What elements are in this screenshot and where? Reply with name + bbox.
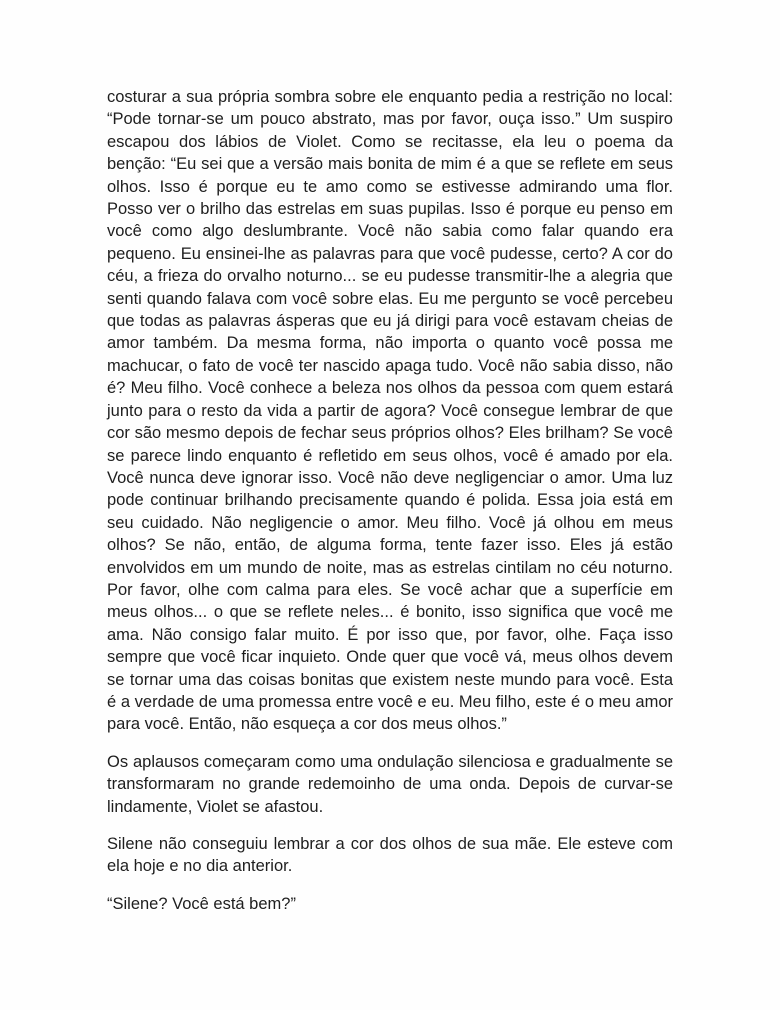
- paragraph-silene-memory: Silene não conseguiu lembrar a cor dos olhos de sua mãe. Ele esteve com ela hoje e no dia anterior.: [107, 835, 673, 876]
- paragraph-dialogue-question: “Silene? Você está bem?”: [107, 894, 296, 913]
- paragraph-applause: Os aplausos começaram como uma ondulação silenciosa e gradualmente se transformaram no grande redemoinho de uma onda. Depois de curvar-se lindamente, Violet se afastou.: [107, 752, 673, 816]
- text-column: [107, 86, 673, 915]
- paragraph-blessing-poem: costurar a sua própria sombra sobre ele enquanto pedia a restrição no local: “Pode tornar-se um pouco abstrato, mas por favor, ouça isso.” Um suspiro escapou dos lábios de Violet. Como se recitasse, ela leu o poema da benção: “Eu sei que a versão mais bonita de mim é a que se reflete em seus olhos. Isso é porque eu te amo como se estivesse admirando uma flor. Posso ver o brilho das estrelas em suas pupilas. Isso é porque eu penso em você como algo deslumbrante. Você não sabia como falar quando era pequeno. Eu ensinei-lhe as palavras para que você pudesse, certo? A cor do céu, a frieza do orvalho noturno... se eu pudesse transmitir-lhe a alegria que senti quando falava com você sobre elas. Eu me pergunto se você percebeu que todas as palavras ásperas que eu já dirigi para você estavam cheias de amor também. Da mesma forma, não importa o quanto você possa me machucar, o fato de você ter nascido apaga tudo. Você não sabia disso, não é? Meu filho. Você conhece a beleza nos olhos da pessoa com quem estará junto para o resto da vida a partir de agora? Você consegue lembrar de que cor são mesmo depois de fechar seus próprios olhos? Eles brilham? Se você se parece lindo enquanto é refletido em seus olhos, você é amado por ela. Você nunca deve ignorar isso. Você não deve negligenciar o amor. Uma luz pode continuar brilhando precisamente quando é polida. Essa joia está em seu cuidado. Não negligencie o amor. Meu filho. Você já olhou em meus olhos? Se não, então, de alguma forma, tente fazer isso. Eles já estão envolvidos em um mundo de noite, mas as estrelas cintilam no céu noturno. Por favor, olhe com calma para eles. Se você achar que a superfície em meus olhos... o que se reflete neles... é bonito, isso significa que você me ama. Não consigo falar muito. É por isso que, por favor, olhe. Faça isso sempre que você ficar inquieto. Onde quer que você vá, meus olhos devem se tornar uma das coisas bonitas que existem neste mundo para você. Esta é a verdade de uma promessa entre você e eu. Meu filho, este é o meu amor para você. Então, não esqueça a cor dos meus olhos.”: [107, 88, 673, 734]
